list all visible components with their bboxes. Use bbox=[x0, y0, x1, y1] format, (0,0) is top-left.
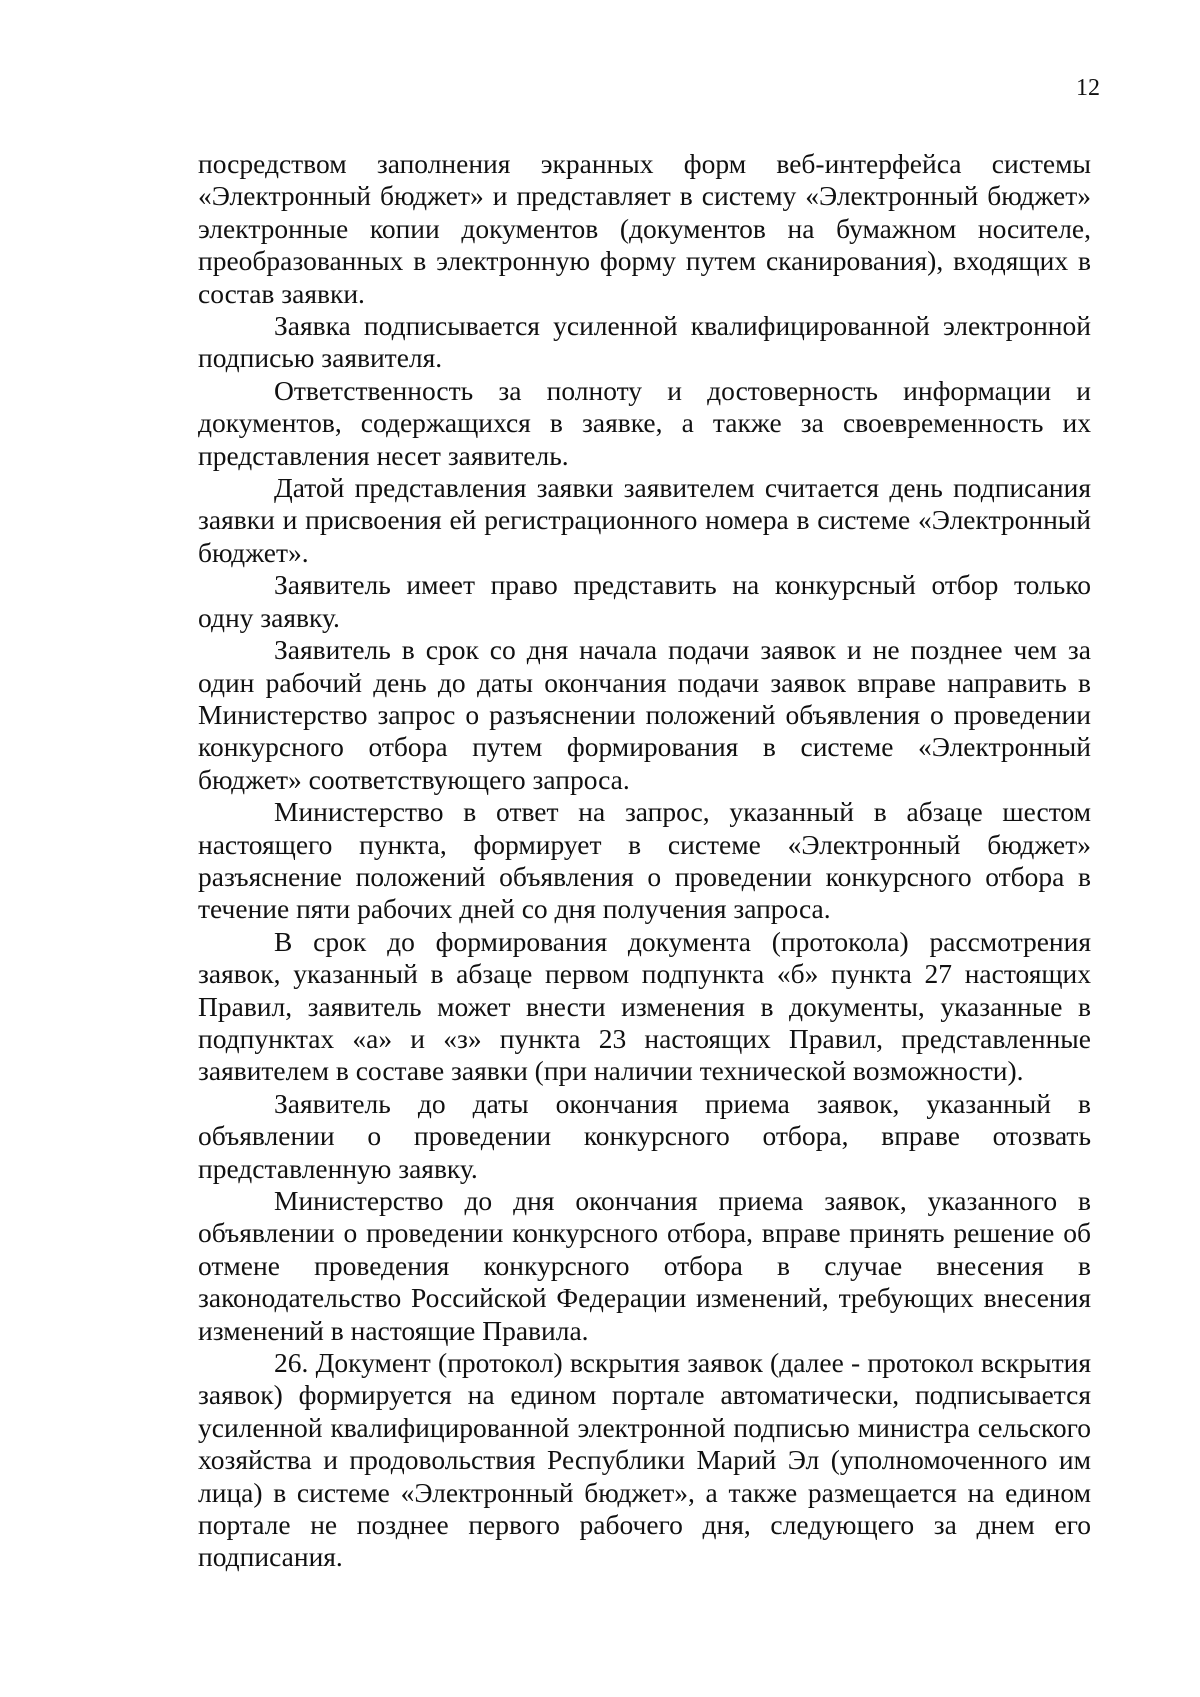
page-number: 12 bbox=[1076, 75, 1100, 101]
paragraph: Заявитель имеет право представить на конкурсный отбор только одну заявку. bbox=[198, 569, 1091, 633]
paragraph-item-26: 26. Документ (протокол) вскрытия заявок (далее - протокол вскрытия заявок) формируется на едином портале автоматически, подписывается усиленной квалифицированной электронной подписью министра сельского хозяйства и продовольствия Республики Марий Эл (уполномоченного им лица) в системе «Электронный бюджет», а также размещается на едином портале не позднее первого рабочего дня, следующего за днем его подписания. bbox=[198, 1347, 1091, 1573]
paragraph: Ответственность за полноту и достоверность информации и документов, содержащихся в заявке, а также за своевременность их представления несет заявитель. bbox=[198, 374, 1091, 471]
paragraph: Датой представления заявки заявителем считается день подписания заявки и присвоения ей регистрационного номера в системе «Электронный бюджет». bbox=[198, 472, 1091, 568]
paragraph: Министерство до дня окончания приема заявок, указанного в объявлении о проведении конкурсного отбора, вправе принять решение об отмене проведения конкурсного отбора в случае внесения в законодательство Российской Федерации изменений, требующих внесения изменений в настоящие Правила. bbox=[198, 1185, 1091, 1346]
document-body bbox=[198, 148, 1091, 1574]
paragraph-continuation: посредством заполнения экранных форм веб-интерфейса системы «Электронный бюджет» и представляет в систему «Электронный бюджет» электронные копии документов (документов на бумажном носителе, преобразованных в электронную форму путем сканирования), входящих в состав заявки. bbox=[198, 148, 1091, 309]
paragraph: Заявка подписывается усиленной квалифицированной электронной подписью заявителя. bbox=[198, 310, 1091, 374]
paragraph: Заявитель в срок со дня начала подачи заявок и не позднее чем за один рабочий день до даты окончания подачи заявок вправе направить в Министерство запрос о разъяснении положений объявления о проведении конкурсного отбора путем формирования в системе «Электронный бюджет» соответствующего запроса. bbox=[198, 634, 1091, 795]
paragraph: Министерство в ответ на запрос, указанный в абзаце шестом настоящего пункта, формирует в системе «Электронный бюджет» разъяснение положений объявления о проведении конкурсного отбора в течение пяти рабочих дней со дня получения запроса. bbox=[198, 796, 1091, 925]
paragraph: Заявитель до даты окончания приема заявок, указанный в объявлении о проведении конкурсного отбора, вправе отозвать представленную заявку. bbox=[198, 1087, 1091, 1184]
paragraph: В срок до формирования документа (протокола) рассмотрения заявок, указанный в абзаце первом подпункта «б» пункта 27 настоящих Правил, заявитель может внести изменения в документы, указанные в подпунктах «а» и «з» пункта 23 настоящих Правил, представленные заявителем в составе заявки (при наличии технической возможности). bbox=[198, 925, 1091, 1087]
